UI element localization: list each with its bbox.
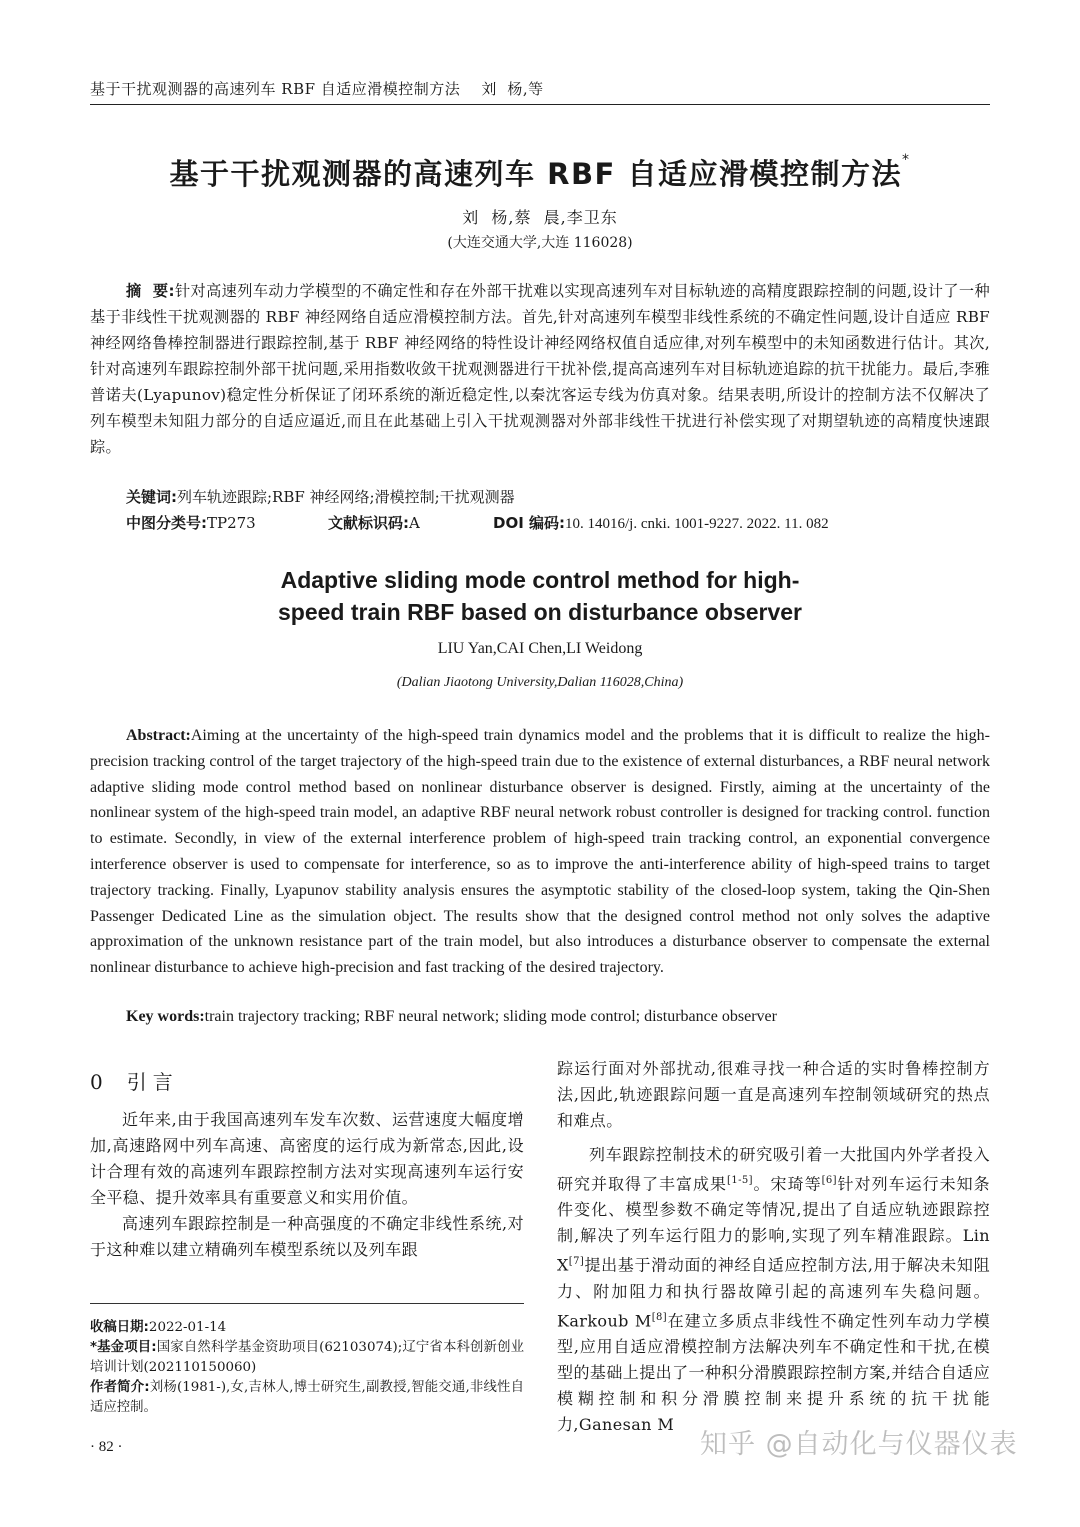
- section-number: 0: [90, 1070, 105, 1094]
- authors-cn: 刘 杨,蔡 晨,李卫东: [462, 208, 618, 227]
- abstract-en-label: Abstract:: [126, 727, 191, 744]
- doc-code: [328, 512, 420, 533]
- footnotes: [90, 1318, 524, 1418]
- title-en: Adaptive sliding mode control method for high-speed train RBF based on disturbance observer: [277, 567, 803, 625]
- keywords-en: [126, 1008, 990, 1026]
- keywords-cn-label: 关键词:: [126, 488, 177, 506]
- abstract-en-text: Aiming at the uncertainty of the high-speed train dynamics model and the problems that it is difficult to realize the high-precision tracking control of the target trajectory of the high-speed train due to the existence of external disturbances, a RBF neural network adaptive sliding mode control method based on nonlinear disturbance observer is designed. Firstly, aiming at the uncertainty of the nonlinear system of the high-speed train model, an adaptive RBF neural network robust controller is designed for tracking control. function to estimate. Secondly, in view of the external interference problem of high-speed train tracking control, an exponential convergence interference observer is used to compensate for interference, so as to improve the anti-interference ability of high-speed trains to target trajectory tracking. Finally, Lyapunov stability analysis ensures the asymptotic stability of the closed-loop system, taking the Qin-Shen Passenger Dedicated Line as the simulation object. The results show that the designed control method not only solves the adaptive approximation of the unknown resistance part of the train model, but also introduces a disturbance observer to compensate the external nonlinear disturbance to achieve high-precision and fast tracking of the desired trajectory.: [90, 727, 990, 977]
- abstract-cn-label: 摘 要:: [126, 282, 175, 300]
- footnote-author: [90, 1378, 524, 1418]
- abstract-cn-text: 针对高速列车动力学模型的不确定性和存在外部干扰难以实现高速列车对目标轨迹的高精度跟踪控制的问题,设计了一种基于非线性干扰观测器的 RBF 神经网络自适应滑模控制方法。首先,针对高速列车模型非线性系统的不确定性问题,设计自适应 RBF 神经网络鲁棒控制器进行跟踪控制,基于 RBF 神经网络的特性设计神经网络权值自适应律,对列车模型中的未知函数进行估计。其次,针对高速列车跟踪控制外部干扰问题,采用指数收敛干扰观测器进行干扰补偿,提高高速列车对目标轨迹追踪的抗干扰能力。最后,李雅普诺夫(Lyapunov)稳定性分析保证了闭环系统的渐近稳定性,以秦沈客运专线为仿真对象。结果表明,所设计的控制方法不仅解决了列车模型未知阻力部分的自适应逼近,而且在此基础上引入干扰观测器对外部非线性干扰进行补偿实现了对期望轨迹的高精度快速跟踪。: [90, 282, 990, 456]
- keywords-cn: [126, 486, 990, 507]
- footnote-text: 2022-01-14: [148, 1320, 227, 1335]
- text-run: 列车跟踪控制技术的研究吸引着一大批国内外学者投入研究并取得了丰富成果: [557, 1145, 990, 1194]
- affiliation-en: (Dalian Jiaotong University,Dalian 116028,China): [396, 675, 684, 690]
- doi-label: DOI 编码:: [493, 514, 566, 532]
- footnote-label: 作者简介:: [90, 1380, 150, 1395]
- title-footnote-mark: *: [901, 152, 911, 168]
- classification-label: 中图分类号:: [126, 514, 207, 532]
- footnote-received: [90, 1318, 524, 1338]
- footnote-text: 刘杨(1981-),女,吉林人,博士研究生,副教授,智能交通,非线性自适应控制。: [90, 1380, 524, 1415]
- footnote-rule: [90, 1303, 524, 1304]
- keywords-en-label: Key words:: [126, 1008, 205, 1025]
- footnote-label: 收稿日期:: [90, 1320, 149, 1335]
- classification: [126, 512, 256, 533]
- body-left-column: [90, 1065, 524, 1263]
- doi: [493, 512, 829, 533]
- body-paragraph: 近年来,由于我国高速列车发车次数、运营速度大幅度增加,高速路网中列车高速、高密度的运行成为新常态,因此,设计合理有效的高速列车跟踪控制方法对实现高速列车运行安全平稳、提升效率具有重要意义和实用价值。: [90, 1110, 524, 1207]
- text-run: 在建立多质点非线性不确定性列车动力学模型,应用自适应滑模控制方法解决列车不确定性和干扰,在模型的基础上提出了一种积分滑膜跟踪控制方案,并结合自适应模糊控制和积分滑膜控制来提升系统的抗干扰能力,Ganesan M: [557, 1310, 990, 1434]
- section-title: 引言: [126, 1070, 179, 1094]
- section-heading: [90, 1065, 524, 1099]
- affiliation-cn: (大连交通大学,大连 116028): [447, 235, 633, 251]
- footnote-text: 国家自然科学基金资助项目(62103074);辽宁省本科创新创业培训计划(202110150060): [90, 1340, 524, 1375]
- watermark: 知乎 @自动化与仪器仪表: [700, 1429, 1018, 1460]
- text-run: 针对列车运行未知条件变化、模型参数不确定等情况,提出了自适应轨迹跟踪控制,解决了列车运行阻力的影响,实现了列车精准跟踪。Lin X: [557, 1174, 990, 1275]
- abstract-en: [90, 723, 990, 981]
- citation: [8]: [651, 1311, 668, 1323]
- running-head: 基于干扰观测器的高速列车 RBF 自适应滑模控制方法 刘 杨,等: [90, 80, 544, 98]
- doc-code-label: 文献标识码:: [328, 514, 409, 532]
- text-run: 。宋琦等: [752, 1174, 822, 1194]
- doi-value: 10. 14016/j. cnki. 1001-9227. 2022. 11. 082: [565, 516, 829, 532]
- page-number: · 82 ·: [90, 1439, 123, 1455]
- keywords-cn-text: 列车轨迹跟踪;RBF 神经网络;滑模控制;干扰观测器: [177, 488, 515, 506]
- footnote-fund: [90, 1338, 524, 1378]
- body-right-column: [557, 1056, 990, 1438]
- doc-code-value: A: [409, 514, 420, 532]
- body-paragraph: 高速列车跟踪控制是一种高强度的不确定非线性系统,对于这种难以建立精确列车模型系统以及列车跟: [90, 1214, 524, 1259]
- header-rule: [90, 104, 990, 105]
- body-paragraph: [557, 1142, 990, 1438]
- title-cn-text: 基于干扰观测器的高速列车 RBF 自适应滑模控制方法: [169, 157, 902, 191]
- citation: [7]: [568, 1256, 585, 1268]
- keywords-en-text: train trajectory tracking; RBF neural network; sliding mode control; disturbance observer: [204, 1008, 777, 1025]
- text-run: 提出基于滑动面的神经自适应控制方法,用于解决未知阻力、附加阻力和执行器故障引起的高速列车失稳问题。Karkoub M: [557, 1255, 990, 1330]
- citation: [1-5]: [727, 1175, 753, 1186]
- authors-en: LIU Yan,CAI Chen,LI Weidong: [437, 640, 643, 657]
- footnote-label: *基金项目:: [90, 1340, 157, 1355]
- title-cn: [90, 152, 990, 193]
- citation: [6]: [821, 1175, 837, 1186]
- body-paragraph: 踪运行面对外部扰动,很难寻找一种合适的实时鲁棒控制方法,因此,轨迹跟踪问题一直是高速列车控制领域研究的热点和难点。: [557, 1059, 990, 1130]
- classification-value: TP273: [207, 514, 256, 532]
- abstract-cn: [90, 278, 990, 460]
